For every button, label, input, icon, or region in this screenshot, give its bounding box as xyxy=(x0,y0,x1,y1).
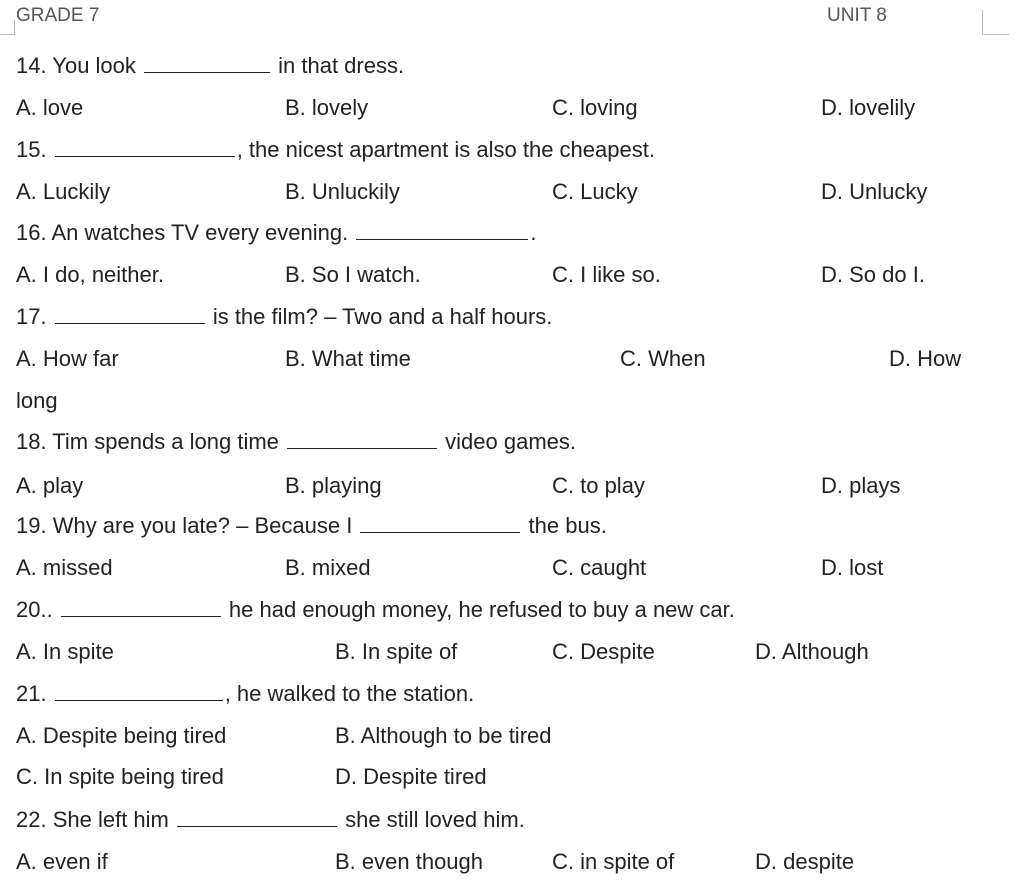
option-c: C. When xyxy=(620,346,706,371)
option-a: A. Luckily xyxy=(16,179,111,204)
option-c: C. loving xyxy=(552,95,638,120)
option-c: C. in spite of xyxy=(552,849,675,874)
option-d: D. How xyxy=(889,346,962,371)
question-14: 14. You look in that dress. xyxy=(16,53,405,78)
grade-label: GRADE 7 xyxy=(16,5,100,26)
option-d: D. So do I. xyxy=(821,262,925,287)
question-18: 18. Tim spends a long time video games. xyxy=(16,429,576,454)
answer-blank xyxy=(177,808,337,827)
answer-blank xyxy=(287,430,437,449)
option-b: B. In spite of xyxy=(335,639,458,664)
option-a: A. missed xyxy=(16,555,113,580)
option-a: A. I do, neither. xyxy=(16,262,164,287)
question-21: 21. , he walked to the station. xyxy=(16,681,475,706)
answer-blank xyxy=(55,138,235,157)
question-19: 19. Why are you late? – Because I the bus. xyxy=(16,513,607,538)
option-d: D. Unlucky xyxy=(821,179,928,204)
question-16: 16. An watches TV every evening. . xyxy=(16,220,537,245)
option-a: A. In spite xyxy=(16,639,114,664)
option-c: C. Lucky xyxy=(552,179,638,204)
answer-blank xyxy=(144,54,270,73)
crop-mark-left xyxy=(0,20,15,35)
option-b: B. Unluckily xyxy=(285,179,400,204)
option-b: B. So I watch. xyxy=(285,262,421,287)
question-17: 17. is the film? – Two and a half hours. xyxy=(16,304,553,329)
option-a: A. play xyxy=(16,473,84,498)
option-c: C. to play xyxy=(552,473,645,498)
option-c: C. I like so. xyxy=(552,262,661,287)
option-b: B. playing xyxy=(285,473,382,498)
answer-blank xyxy=(55,682,223,701)
option-d: D. plays xyxy=(821,473,901,498)
option-d: D. lost xyxy=(821,555,884,580)
question-15: 15. , the nicest apartment is also the cheapest. xyxy=(16,137,655,162)
option-d-continued: long xyxy=(16,388,58,413)
option-a: A. How far xyxy=(16,346,119,371)
answer-blank xyxy=(360,514,520,533)
option-a: A. love xyxy=(16,95,84,120)
question-22: 22. She left him she still loved him. xyxy=(16,807,525,832)
option-b: B. even though xyxy=(335,849,484,874)
option-d: D. Although xyxy=(755,639,869,664)
option-b: B. lovely xyxy=(285,95,369,120)
crop-mark-right xyxy=(982,10,1009,35)
option-d: D. Despite tired xyxy=(335,764,487,789)
option-c: C. Despite xyxy=(552,639,655,664)
option-c: C. In spite being tired xyxy=(16,764,224,789)
option-b: B. What time xyxy=(285,346,411,371)
unit-label: UNIT 8 xyxy=(827,5,887,26)
option-d: D. lovelily xyxy=(821,95,916,120)
option-a: A. even if xyxy=(16,849,108,874)
option-a: A. Despite being tired xyxy=(16,723,227,748)
answer-blank xyxy=(356,221,528,240)
option-b: B. Although to be tired xyxy=(335,723,552,748)
answer-blank xyxy=(55,305,205,324)
option-b: B. mixed xyxy=(285,555,371,580)
option-d: D. despite xyxy=(755,849,855,874)
option-c: C. caught xyxy=(552,555,647,580)
answer-blank xyxy=(61,598,221,617)
question-20: 20.. he had enough money, he refused to buy a new car. xyxy=(16,597,735,622)
